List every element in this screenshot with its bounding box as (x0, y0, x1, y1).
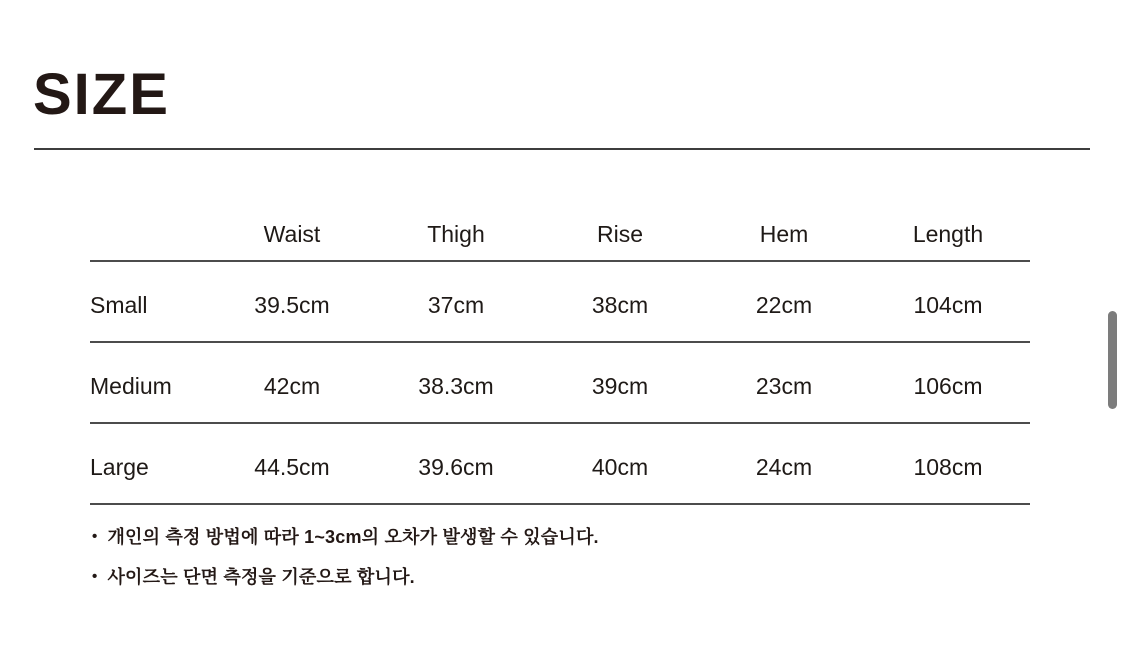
size-cell: 42cm (263, 373, 321, 399)
size-cell: 23cm (755, 373, 813, 399)
size-cell: 37cm (427, 292, 485, 318)
size-cell: 38.3cm (418, 373, 494, 399)
size-cell: 104cm (913, 292, 983, 318)
size-cell: 22cm (755, 292, 813, 318)
bullet-icon: • (92, 528, 98, 545)
size-cell: 24cm (755, 454, 813, 480)
page-title: SIZE (33, 62, 170, 127)
size-cell: 106cm (913, 373, 983, 399)
size-cell: 40cm (591, 454, 649, 480)
note-text: 사이즈는 단면 측정을 기준으로 합니다. (107, 567, 415, 587)
note-text: 개인의 측정 방법에 따라 1~3cm의 오차가 발생할 수 있습니다. (107, 527, 599, 547)
note-item (92, 563, 599, 589)
column-header-rise: Rise (596, 220, 643, 247)
size-cell: 38cm (591, 292, 649, 318)
row-label: Large (90, 454, 149, 480)
size-cell: 44.5cm (254, 454, 330, 480)
row-label: Small (90, 292, 148, 318)
scrollbar-thumb[interactable] (1108, 311, 1117, 409)
bullet-icon: • (92, 568, 98, 585)
row-label: Medium (90, 373, 172, 399)
size-table (90, 184, 1030, 505)
size-cell: 39.5cm (254, 292, 330, 318)
column-header-hem: Hem (759, 220, 809, 247)
size-cell: 39cm (591, 373, 649, 399)
column-header-thigh: Thigh (427, 220, 485, 247)
size-cell: 39.6cm (418, 454, 494, 480)
table-header-row (90, 184, 1030, 262)
column-header-length: Length (912, 220, 984, 247)
table-row-medium (90, 343, 1030, 424)
table-row-large (90, 424, 1030, 505)
title-divider (34, 148, 1090, 150)
note-item (92, 523, 599, 549)
size-notes (92, 523, 599, 603)
table-row-small (90, 262, 1030, 343)
column-header-waist: Waist (263, 220, 321, 247)
size-cell: 108cm (913, 454, 983, 480)
